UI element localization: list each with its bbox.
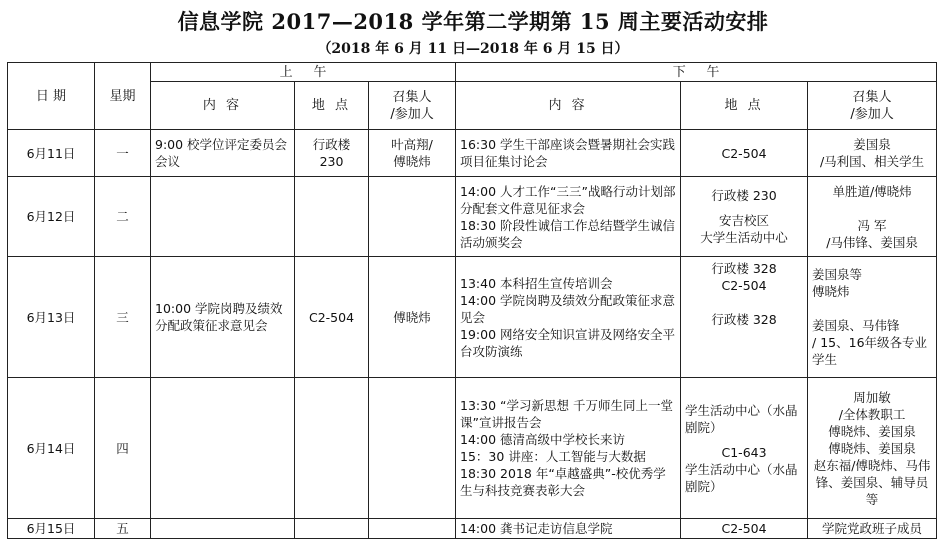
am-place-cell: C2-504 [295,257,369,378]
schedule-table [7,62,937,539]
am-person-cell [369,177,456,257]
pm-content-cell: 14:00 人才工作“三三”战略行动计划部分配套文件意见征求会 18:30 阶段性诚信工作总结暨学生诚信活动颁奖会 [456,177,681,257]
date-range-subtitle: （2018 年 6 月 11 日—2018 年 6 月 15 日） [317,41,629,57]
table-row [8,378,937,519]
pm-person-cell: 姜国泉等 傅晓炜 姜国泉、马伟锋 / 15、16年级各专业学生 [808,257,937,378]
am-content-cell [151,378,295,519]
row-date: 6月15日 [8,519,95,539]
header-pm-place: 地 点 [681,82,808,130]
page-title: 信息学院 2017—2018 学年第二学期第 15 周主要活动安排 [177,9,769,34]
header-am-convener: 召集人 /参加人 [369,82,456,130]
pm-place-cell: 学生活动中心（水晶剧院） C1-643 学生活动中心（水晶剧院） [681,378,808,519]
pm-place-cell: 行政楼 230 安吉校区 大学生活动中心 [681,177,808,257]
table-row [8,130,937,177]
row-weekday: 二 [95,177,151,257]
row-date: 6月13日 [8,257,95,378]
header-date: 日 期 [8,63,95,130]
pm-content-cell: 14:00 龚书记走访信息学院 [456,519,681,539]
header-am-content: 内 容 [151,82,295,130]
row-date: 6月14日 [8,378,95,519]
table-row [8,519,937,539]
row-date: 6月12日 [8,177,95,257]
pm-content-cell: 16:30 学生干部座谈会暨暑期社会实践项目征集讨论会 [456,130,681,177]
am-content-cell: 9:00 校学位评定委员会会议 [151,130,295,177]
am-content-cell: 10:00 学院岗聘及绩效分配政策征求意见会 [151,257,295,378]
am-content-cell [151,519,295,539]
pm-person-cell: 姜国泉 /马利国、相关学生 [808,130,937,177]
row-weekday: 四 [95,378,151,519]
am-person-cell [369,378,456,519]
am-place-cell: 行政楼 230 [295,130,369,177]
header-pm-convener: 召集人 /参加人 [808,82,937,130]
row-weekday: 五 [95,519,151,539]
header-row-1 [8,63,937,82]
pm-place-cell: C2-504 [681,519,808,539]
pm-content-cell: 13:40 本科招生宣传培训会 14:00 学院岗聘及绩效分配政策征求意见会 19:00 网络安全知识宣讲及网络安全平台攻防演练 [456,257,681,378]
am-place-cell [295,378,369,519]
table-row [8,177,937,257]
row-weekday: 三 [95,257,151,378]
pm-place-cell: 行政楼 328 C2-504 行政楼 328 [681,257,808,378]
header-weekday: 星期 [95,63,151,130]
header-morning: 上 午 [151,63,456,82]
am-place-cell [295,519,369,539]
row-weekday: 一 [95,130,151,177]
am-person-cell [369,519,456,539]
header-am-place: 地 点 [295,82,369,130]
am-person-cell: 傅晓炜 [369,257,456,378]
header-afternoon: 下 午 [456,63,937,82]
header-pm-content: 内 容 [456,82,681,130]
table-row [8,257,937,378]
am-person-cell: 叶高翔/ 傅晓炜 [369,130,456,177]
pm-place-cell: C2-504 [681,130,808,177]
pm-person-cell: 单胜道/傅晓炜 冯 军 /马伟锋、姜国泉 [808,177,937,257]
pm-person-cell: 学院党政班子成员 [808,519,937,539]
am-content-cell [151,177,295,257]
pm-person-cell: 周加敏 /全体教职工 傅晓炜、姜国泉 傅晓炜、姜国泉 赵东福/傅晓炜、马伟锋、姜国泉、辅导员等 [808,378,937,519]
pm-content-cell: 13:30 “学习新思想 千万师生同上一堂课”宣讲报告会 14:00 德清高级中学校长来访 15：30 讲座：人工智能与大数据 18:30 2018 年“卓越盛典”-校优秀学生与科技竞赛表彰大会 [456,378,681,519]
am-place-cell [295,177,369,257]
row-date: 6月11日 [8,130,95,177]
